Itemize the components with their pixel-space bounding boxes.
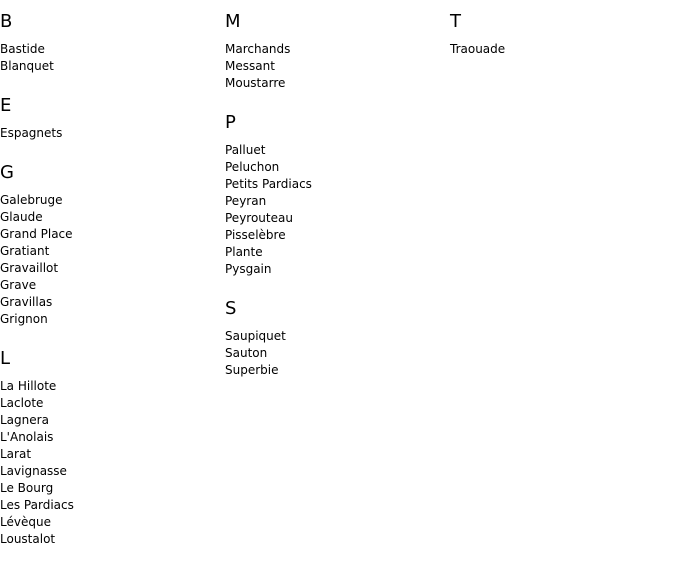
list-item <box>225 328 445 345</box>
list-item <box>0 209 220 226</box>
list-item <box>0 378 220 395</box>
list-item <box>0 58 220 75</box>
list-item <box>0 514 220 531</box>
index-column-1 <box>0 0 220 548</box>
place-link[interactable]: Petits Pardiacs <box>225 177 312 191</box>
list-item <box>225 345 445 362</box>
place-link[interactable]: Peluchon <box>225 160 280 174</box>
letter-heading: P <box>225 112 236 133</box>
list-item <box>225 41 445 58</box>
letter-heading: B <box>0 11 13 32</box>
place-list <box>225 328 445 379</box>
list-item <box>225 193 445 210</box>
place-link[interactable]: Galebruge <box>0 193 63 207</box>
list-item <box>0 243 220 260</box>
list-item <box>0 395 220 412</box>
place-link[interactable]: La Hillote <box>0 379 57 393</box>
letter-heading: T <box>450 11 461 32</box>
place-link[interactable]: Laclote <box>0 396 44 410</box>
list-item <box>0 480 220 497</box>
letter-group-s <box>225 298 445 379</box>
list-item <box>0 497 220 514</box>
place-link[interactable]: Plante <box>225 245 263 259</box>
letter-group-g <box>0 162 220 328</box>
place-link[interactable]: Bastide <box>0 42 45 56</box>
place-link[interactable]: Grignon <box>0 312 48 326</box>
place-link[interactable]: Glaude <box>0 210 43 224</box>
place-link[interactable]: Superbie <box>225 363 279 377</box>
list-item <box>225 75 445 92</box>
place-link[interactable]: Palluet <box>225 143 266 157</box>
place-link[interactable]: Espagnets <box>0 126 63 140</box>
letter-heading: S <box>225 298 237 319</box>
place-list <box>0 125 220 142</box>
list-item <box>0 294 220 311</box>
list-item <box>0 412 220 429</box>
list-item <box>225 159 445 176</box>
list-item <box>225 58 445 75</box>
letter-group-b <box>0 11 220 75</box>
list-item <box>225 244 445 261</box>
place-link[interactable]: Lagnera <box>0 413 49 427</box>
list-item <box>225 362 445 379</box>
letter-heading: M <box>225 11 241 32</box>
index-column-2 <box>225 0 445 379</box>
place-link[interactable]: Marchands <box>225 42 291 56</box>
place-link[interactable]: Lévèque <box>0 515 51 529</box>
list-item <box>0 531 220 548</box>
letter-group-p <box>225 112 445 278</box>
place-link[interactable]: Gratiant <box>0 244 50 258</box>
letter-group-t <box>450 11 670 58</box>
list-item <box>0 311 220 328</box>
list-item <box>450 41 670 58</box>
place-link[interactable]: Blanquet <box>0 59 54 73</box>
list-item <box>0 429 220 446</box>
place-link[interactable]: Les Pardiacs <box>0 498 74 512</box>
place-link[interactable]: Pysgain <box>225 262 272 276</box>
list-item <box>0 463 220 480</box>
place-link[interactable]: Gravillas <box>0 295 53 309</box>
place-link[interactable]: Le Bourg <box>0 481 54 495</box>
place-link[interactable]: Gravaillot <box>0 261 59 275</box>
place-list <box>225 142 445 278</box>
list-item <box>0 277 220 294</box>
place-list <box>450 41 670 58</box>
place-link[interactable]: Loustalot <box>0 532 56 546</box>
place-link[interactable]: Moustarre <box>225 76 286 90</box>
letter-group-m <box>225 11 445 92</box>
list-item <box>0 260 220 277</box>
list-item <box>225 210 445 227</box>
list-item <box>225 176 445 193</box>
letter-group-e <box>0 95 220 142</box>
place-list <box>0 192 220 328</box>
list-item <box>225 142 445 159</box>
place-list <box>225 41 445 92</box>
place-list <box>0 41 220 75</box>
list-item <box>225 261 445 278</box>
list-item <box>0 192 220 209</box>
place-link[interactable]: Pisselèbre <box>225 228 286 242</box>
index-column-3 <box>450 0 670 58</box>
letter-heading: G <box>0 162 14 183</box>
place-link[interactable]: Grand Place <box>0 227 73 241</box>
letter-heading: L <box>0 348 11 369</box>
place-link[interactable]: L'Anolais <box>0 430 54 444</box>
place-link[interactable]: Peyran <box>225 194 267 208</box>
place-list <box>0 378 220 548</box>
place-link[interactable]: Peyrouteau <box>225 211 293 225</box>
place-link[interactable]: Sauton <box>225 346 268 360</box>
place-link[interactable]: Saupiquet <box>225 329 286 343</box>
list-item <box>0 125 220 142</box>
list-item <box>225 227 445 244</box>
place-link[interactable]: Grave <box>0 278 37 292</box>
list-item <box>0 226 220 243</box>
letter-heading: E <box>0 95 12 116</box>
place-link[interactable]: Traouade <box>450 42 506 56</box>
place-link[interactable]: Lavignasse <box>0 464 67 478</box>
list-item <box>0 446 220 463</box>
place-link[interactable]: Messant <box>225 59 275 73</box>
list-item <box>0 41 220 58</box>
letter-group-l <box>0 348 220 548</box>
place-link[interactable]: Larat <box>0 447 32 461</box>
